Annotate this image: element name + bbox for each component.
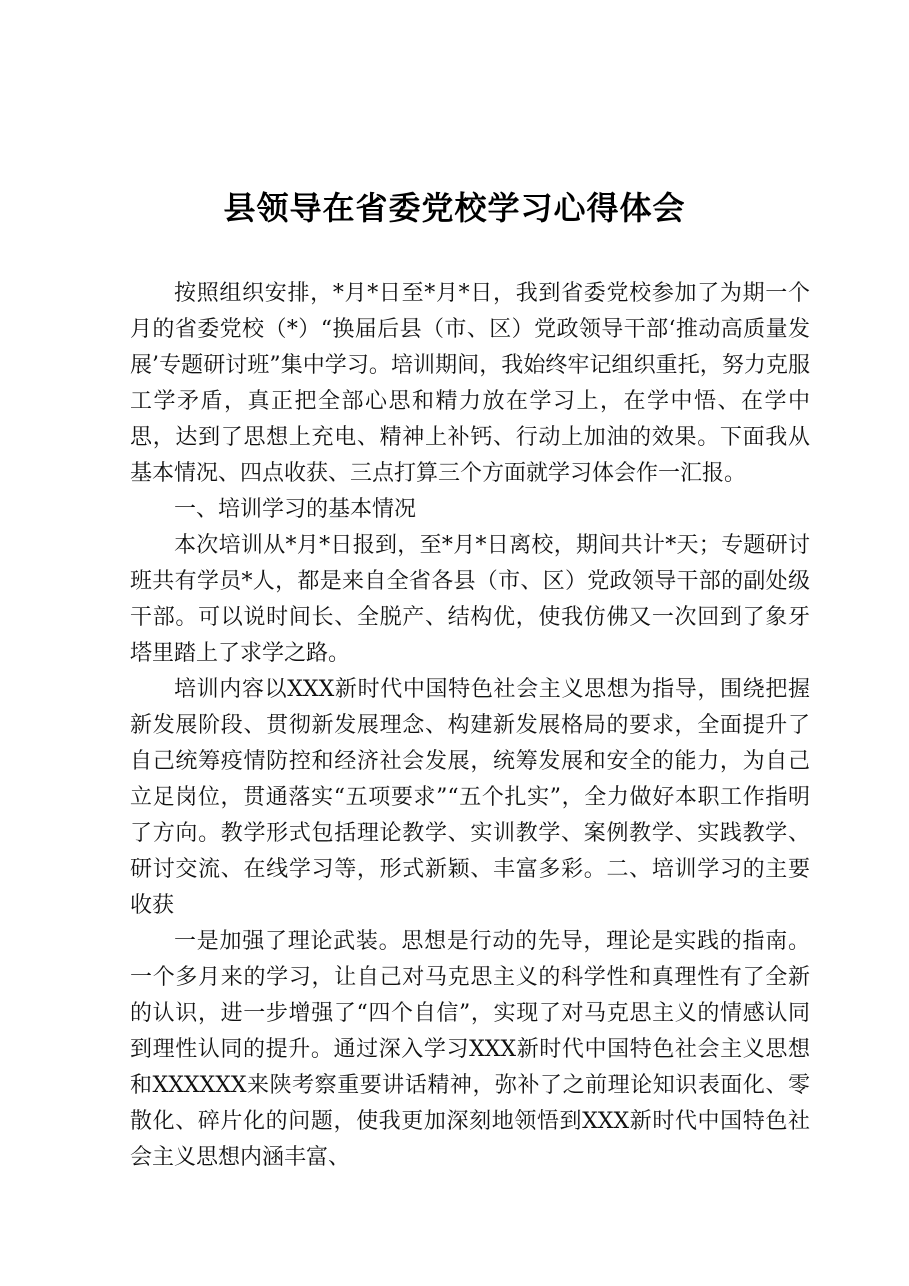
paragraph-intro: 按照组织安排，*月*日至*月*日，我到省委党校参加了为期一个月的省委党校（*）“换届后县（市、区）党政领导干部‘推动高质量发展’专题研讨班”集中学习。培训期间，我始终牢记组织重托，努力克服工学矛盾，真正把全部心思和精力放在学习上，在学中悟、在学中思，达到了思想上充电、精神上补钙、行动上加油的效果。下面我从基本情况、四点收获、三点打算三个方面就学习体会作一汇报。 — [130, 281, 810, 486]
document-body — [130, 276, 810, 1176]
document-title: 县领导在省委党校学习心得体会 — [223, 189, 686, 227]
paragraph-theory-study: 一是加强了理论武装。思想是行动的先导，理论是实践的指南。一个多月来的学习，让自己对马克思主义的科学性和真理性有了全新的认识，进一步增强了“四个自信”，实现了对马克思主义的情感认同到理性认同的提升。通过深入学习XXX新时代中国特色社会主义思想和XXXXXX来陕考察重要讲话精神，弥补了之前理论知识表面化、零散化、碎片化的问题，使我更加深刻地领悟到XXX新时代中国特色社会主义思想内涵丰富、 — [130, 929, 810, 1170]
section-heading-basic-situation: 一、培训学习的基本情况 — [174, 497, 417, 522]
paragraph-training-schedule: 本次培训从*月*日报到，至*月*日离校，期间共计*天；专题研讨班共有学员*人，都是来自全省各县（市、区）党政领导干部的副处级干部。可以说时间长、全脱产、结构优，使我仿佛又一次回到了象牙塔里踏上了求学之路。 — [130, 533, 810, 666]
paragraph-training-content: 培训内容以XXX新时代中国特色社会主义思想为指导，围绕把握新发展阶段、贯彻新发展理念、构建新发展格局的要求，全面提升了自己统筹疫情防控和经济社会发展，统筹发展和安全的能力，为自己立足岗位，贯通落实“五项要求”“五个扎实”，全力做好本职工作指明了方向。教学形式包括理论教学、实训教学、案例教学、实践教学、研讨交流、在线学习等，形式新颖、丰富多彩。二、培训学习的主要收获 — [130, 677, 810, 918]
